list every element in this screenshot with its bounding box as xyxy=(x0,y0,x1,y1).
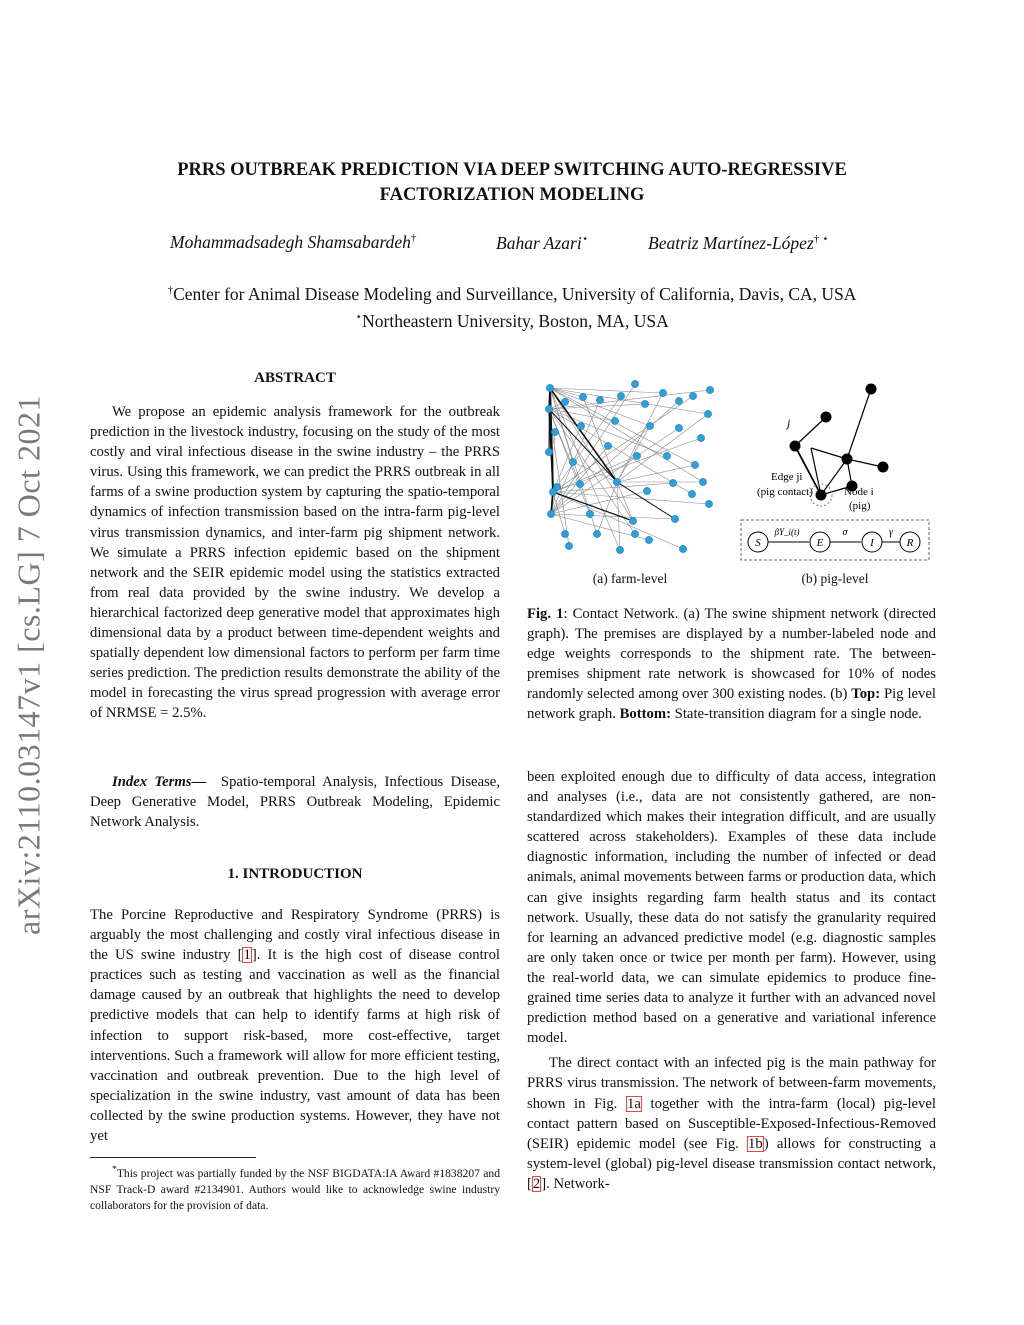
farm-node xyxy=(688,490,695,497)
citation-link-1[interactable]: 1 xyxy=(243,947,251,964)
edge-label-1: Edge ji xyxy=(771,471,803,483)
citation-link-2[interactable]: 2 xyxy=(532,1175,541,1192)
body-paragraph-1: been exploited enough due to difficulty of data access, integration and analyses (i.e., data are not consistently gathered, are non-standardized which makes their integration difficult, and are usually scattered across stakeholders). Examples of these data include diagnostic information, including the number of infected or dead animals, animal movements between farms or production data, which can give insights regarding farm health status and its contact network. Usually, these data do not satisfy the granularity required for learning an advanced predictive model (e.g. diagnostic samples are only taken once or twice per month per farm). However, using the real-world data, we can simulate epidemics to produce fine-grained time series data to analyze it further with an advanced novel prediction method based on a generative and variational inference model. xyxy=(527,769,936,1047)
affiliation-2: ⋆Northeastern University, Boston, MA, USA xyxy=(355,310,669,331)
farm-level-network xyxy=(545,380,713,553)
footnote-text: This project was partially funded by the NSF BIGDATA:IA Award #1838207 and NSF Track-D award #2134901. Authors would like to acknowledge swine industry collaborators for the provision of data. xyxy=(90,1166,500,1212)
farm-node xyxy=(646,422,653,429)
farm-node xyxy=(547,510,554,517)
shipment-edge xyxy=(617,393,663,482)
title-line-2: FACTORIZATION MODELING xyxy=(379,185,645,205)
farm-node xyxy=(704,410,711,417)
farm-node xyxy=(697,434,704,441)
figure-link-1b[interactable]: 1b xyxy=(748,1135,763,1152)
shipment-edge xyxy=(551,491,647,514)
farm-node xyxy=(549,488,556,495)
shipment-edge xyxy=(583,397,617,482)
shipment-edge xyxy=(617,482,633,521)
abstract-body xyxy=(90,402,500,724)
label-j: j xyxy=(787,416,791,430)
arxiv-stamp xyxy=(4,370,54,960)
farm-node xyxy=(671,515,678,522)
arxiv-id: arXiv:2110.03147v1 [cs.LG] 7 Oct 2021 xyxy=(10,395,47,935)
farm-node xyxy=(545,405,552,412)
figure-link-1a[interactable]: 1a xyxy=(627,1095,641,1112)
pig-node xyxy=(842,454,853,465)
index-terms xyxy=(90,772,500,832)
farm-node xyxy=(551,428,558,435)
shipment-edge xyxy=(617,426,650,482)
seir-diagram xyxy=(741,520,929,560)
pig-edge xyxy=(847,389,871,459)
subfigure-a-label: (a) farm-level xyxy=(592,571,668,586)
farm-node xyxy=(631,530,638,537)
footnote-rule xyxy=(90,1157,256,1158)
farm-node xyxy=(596,396,603,403)
farm-node xyxy=(699,478,706,485)
farm-node xyxy=(577,422,584,429)
index-terms-paragraph xyxy=(90,772,500,832)
affiliations xyxy=(100,279,924,333)
state-i-label: I xyxy=(870,537,874,549)
farm-node xyxy=(633,452,640,459)
farm-node xyxy=(675,424,682,431)
farm-node xyxy=(679,545,686,552)
farm-node xyxy=(565,542,572,549)
farm-node xyxy=(617,392,624,399)
index-terms-text: Spatio-temporal Analysis, Infectious Disease, Deep Generative Model, PRRS Outbreak Modeling, Epidemic Network Analysis. xyxy=(90,774,500,831)
farm-node xyxy=(586,510,593,517)
pig-node xyxy=(878,462,889,473)
farm-node xyxy=(643,487,650,494)
author-3: Beatriz Martínez-López† ⋆ xyxy=(648,232,829,253)
farm-node xyxy=(593,530,600,537)
footnote xyxy=(90,1162,500,1214)
node-label-1: Node i xyxy=(844,486,874,498)
state-r-label: R xyxy=(906,537,914,549)
farm-node xyxy=(616,546,623,553)
farm-node xyxy=(663,452,670,459)
figure-1 xyxy=(525,374,945,574)
paper-title xyxy=(100,158,924,208)
farm-node xyxy=(675,397,682,404)
pig-node xyxy=(821,412,832,423)
pig-edge xyxy=(795,417,826,446)
intro-heading: 1. INTRODUCTION xyxy=(227,866,363,882)
farm-node xyxy=(561,398,568,405)
farm-node xyxy=(561,530,568,537)
rate-ir: γ xyxy=(889,527,893,538)
farm-node xyxy=(705,500,712,507)
right-column-body xyxy=(527,767,936,1194)
body-paragraph-2: The direct contact with an infected pig is the main pathway for PRRS virus transmission. The network of between-farm movements, shown in Fig. 1a together with the intra-farm (local) pig-level contact pattern based on Susceptible-Exposed-Infectious-Removed (SEIR) epidemic model (see Fig. 1b) allows for constructing a system-level (global) pig-level disease transmission contact network, [2]. Network- xyxy=(527,1055,937,1192)
intro-body xyxy=(90,905,500,1146)
affiliation-1: †Center for Animal Disease Modeling and Surveillance, University of California, Davis, CA, USA xyxy=(167,283,857,304)
pig-node xyxy=(866,384,877,395)
farm-node xyxy=(631,380,638,387)
farm-node xyxy=(613,478,620,485)
farm-node xyxy=(669,479,676,486)
farm-node xyxy=(545,448,552,455)
intro-paragraph-1: The Porcine Reproductive and Respiratory Syndrome (PRRS) is arguably the most challenging and costly viral infectious disease in the US swine industry [1]. It is the high cost of disease control practices such as testing and vaccination as well as the financial damage caused by an outbreak that highlights the need to develop predictive models that can help to identify farms at high risk of infection to support risk-based, more cost-effective, target interventions. Such a framework will allow for more efficient testing, vaccination and outbreak prevention. Due to the high level of specialization in the swine industry, vast amount of data has been collected by the swine production systems. However, they have not yet xyxy=(90,907,500,1145)
caption-top: Top: xyxy=(851,686,881,703)
author-2: Bahar Azari⋆ xyxy=(496,232,589,253)
caption-bottom: Bottom: xyxy=(619,706,671,723)
node-i xyxy=(816,490,827,501)
node-j xyxy=(790,441,801,452)
abstract-text: We propose an epidemic analysis framework for the outbreak prediction in the livestock industry, focusing on the study of the most costly and viral infectious disease in the swine industry – the PRRS virus. Using this framework, we can predict the PRRS outbreak in all farms of a swine production system by capturing the spatio-temporal dynamics of infection transmission based on the intra-farm pig-level virus transmission dynamics, and inter-farm pig shipment network. We simulate a PRRS infection epidemic based on the shipment network and the SEIR epidemic model using the statistics extracted from real data provided by the swine industry. We develop a hierarchical factorized deep generative model that approximates high dimensional data by a product between time-dependent weights and spatially dependent low dimensional factors to perform per farm time series prediction. The prediction results demonstrate the ability of the model in forecasting the virus spread progression with average error of NRMSE = 2.5%. xyxy=(90,404,500,722)
farm-node xyxy=(569,458,576,465)
farm-node xyxy=(629,517,636,524)
shipment-edges xyxy=(549,384,710,550)
farm-node xyxy=(604,442,611,449)
farm-node xyxy=(546,384,553,391)
farm-node xyxy=(645,536,652,543)
state-s-label: S xyxy=(755,537,761,549)
shipment-edge xyxy=(551,400,600,514)
farm-node xyxy=(576,480,583,487)
rate-ei: σ xyxy=(842,527,848,538)
node-label-2: (pig) xyxy=(849,500,871,512)
figure-caption: Fig. 1: Contact Network. (a) The swine shipment network (directed graph). The premises are displayed by a number-labeled node and edge weights corresponds to the shipment rate. The between-premises shipment rate network is showcased for 10% of nodes randomly selected among over 300 existing nodes. (b) Top: Pig level network graph. Bottom: State-transition diagram for a single node. xyxy=(527,606,936,723)
index-terms-label: Index Terms— xyxy=(112,774,207,790)
edge-label-2: (pig contact) xyxy=(757,486,813,498)
title-line-1: PRRS OUTBREAK PREDICTION VIA DEEP SWITCHING AUTO-REGRESSIVE xyxy=(177,160,847,180)
farm-node xyxy=(611,417,618,424)
farm-node xyxy=(659,389,666,396)
subfigure-b-label: (b) pig-level xyxy=(801,571,869,586)
rate-se: βY_i(t) xyxy=(774,527,800,537)
footnote-mark: * xyxy=(112,1164,117,1175)
shipment-edge xyxy=(551,428,679,514)
pig-level-network xyxy=(757,384,889,513)
state-e-label: E xyxy=(816,537,824,549)
shipment-edge xyxy=(550,388,708,414)
pig-edge xyxy=(847,459,883,467)
pig-edge xyxy=(811,448,847,459)
farm-node xyxy=(706,386,713,393)
farm-node xyxy=(641,400,648,407)
farm-node xyxy=(689,392,696,399)
farm-node xyxy=(579,393,586,400)
caption-label: Fig. 1 xyxy=(527,606,564,622)
farm-node xyxy=(691,461,698,468)
author-1: Mohammadsadegh Shamsabardeh† xyxy=(170,232,417,252)
shipment-edge xyxy=(597,482,617,534)
abstract-heading: ABSTRACT xyxy=(254,370,336,386)
